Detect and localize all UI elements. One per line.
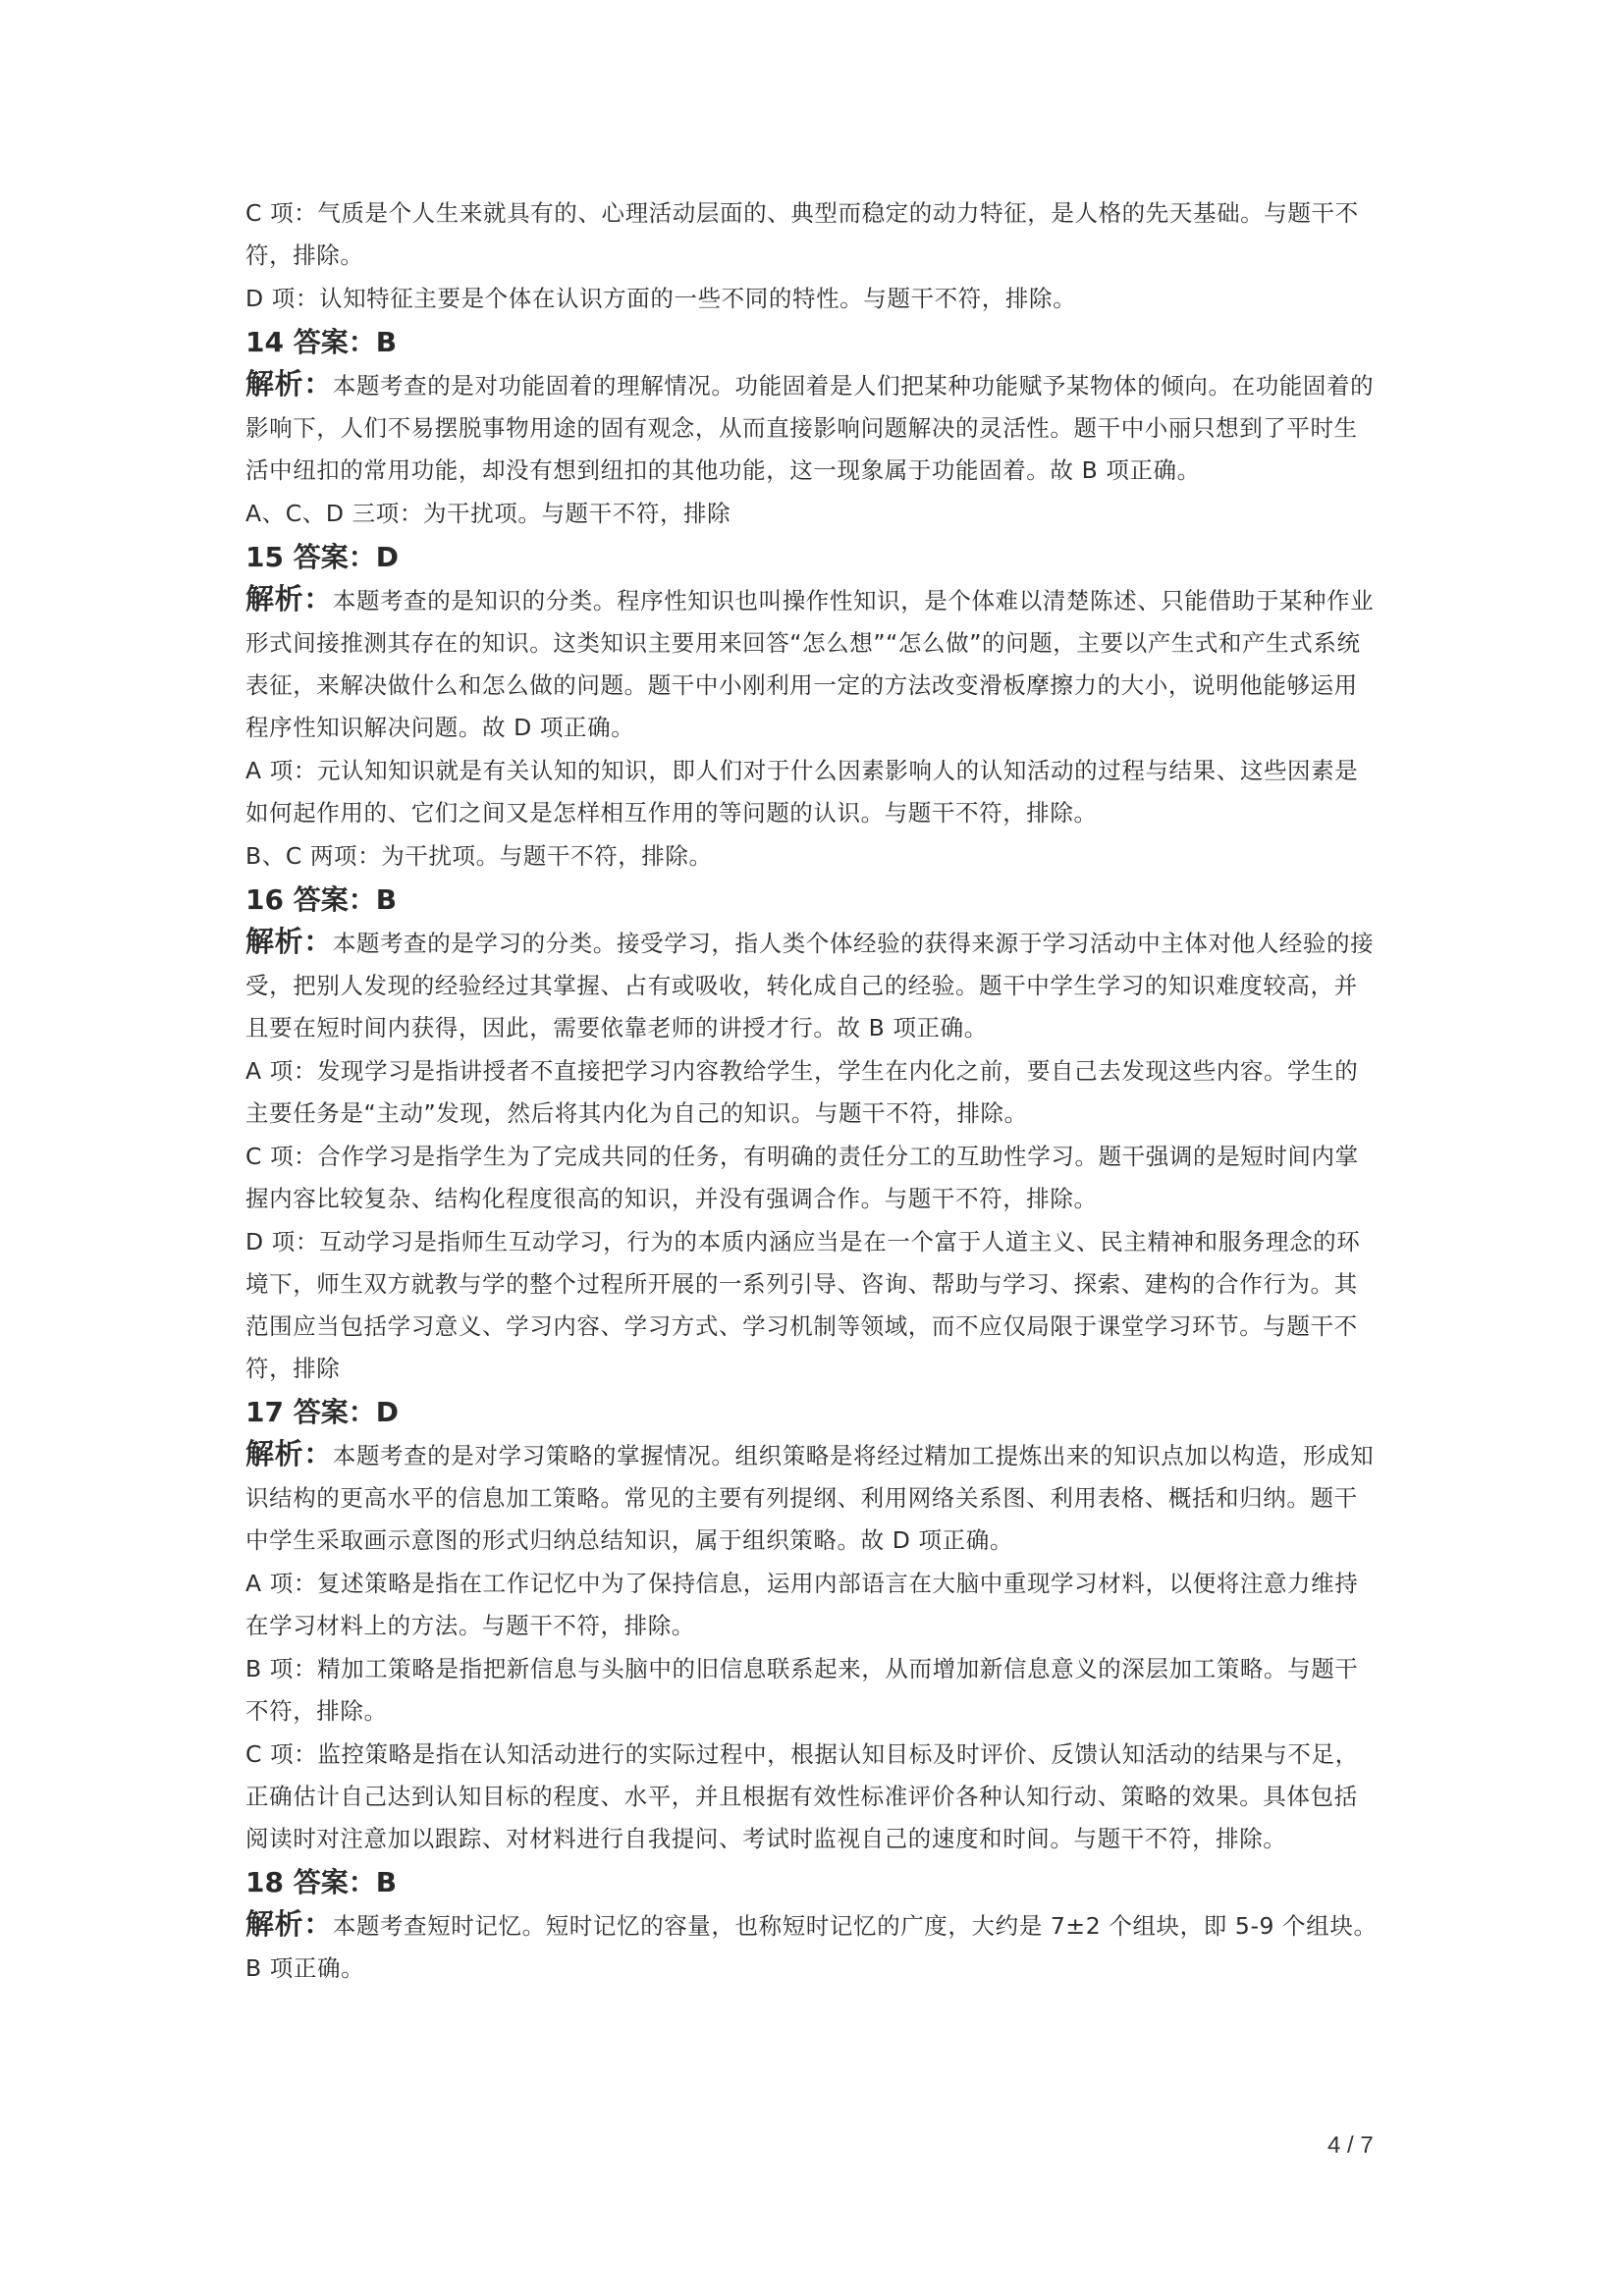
analysis-text: 本题考查短时记忆。短时记忆的容量，也称短时记忆的广度，大约是 7±2 个组块，即 5-9 个组块。B 项正确。 (245, 1912, 1378, 1982)
document-body (245, 192, 1380, 1991)
analysis-text: 本题考查的是知识的分类。程序性知识也叫操作性知识，是个体难以清楚陈述、只能借助于某种作业形式间接推测其存在的知识。这类知识主要用来回答“怎么想”“怎么做”的问题，主要以产生式和产生式系统表征，来解决做什么和怎么做的问题。题干中小刚利用一定的方法改变滑板摩擦力的大小，说明他能够运用程序性知识解决问题。故 D 项正确。 (245, 587, 1375, 741)
analysis-paragraph (245, 578, 1380, 749)
option-analysis: D 项：互动学习是指师生互动学习，行为的本质内涵应当是在一个富于人道主义、民主精神和服务理念的环境下，师生双方就教与学的整个过程所开展的一系列引导、咨询、帮助与学习、探索、建构的合作行为。其范围应当包括学习意义、学习内容、学习方式、学习机制等领域，而不应仅局限于课堂学习环节。与题干不符，排除 (245, 1228, 1361, 1382)
option-analysis: B、C 两项：为干扰项。与题干不符，排除。 (245, 842, 713, 870)
analysis-paragraph (245, 921, 1380, 1049)
analysis-paragraph (245, 1433, 1380, 1562)
analysis-label: 解析： (245, 925, 333, 958)
answer-heading: 18 答案：B (245, 1866, 398, 1898)
option-analysis: A 项：元认知知识就是有关认知的知识，即人们对于什么因素影响人的认知活动的过程与结果、这些因素是如何起作用的、它们之间又是怎样相互作用的等问题的认识。与题干不符，排除。 (245, 757, 1359, 827)
analysis-paragraph (245, 363, 1380, 492)
analysis-paragraph (245, 1903, 1380, 1990)
analysis-text: 本题考查的是对学习策略的掌握情况。组织策略是将经过精加工提炼出来的知识点加以构造，形成知识结构的更高水平的信息加工策略。常见的主要有列提纲、利用网络关系图、利用表格、概括和归纳。题干中学生采取画示意图的形式归纳总结知识，属于组织策略。故 D 项正确。 (245, 1442, 1375, 1554)
answer-heading: 16 答案：B (245, 883, 398, 916)
analysis-label: 解析： (245, 1437, 333, 1470)
analysis-text: 本题考查的是对功能固着的理解情况。功能固着是人们把某种功能赋予某物体的倾向。在功能固着的影响下，人们不易摆脱事物用途的固有观念，从而直接影响问题解决的灵活性。题干中小丽只想到了平时生活中纽扣的常用功能，却没有想到纽扣的其他功能，这一现象属于功能固着。故 B 项正确。 (245, 372, 1375, 484)
option-analysis: A 项：复述策略是指在工作记忆中为了保持信息，运用内部语言在大脑中重现学习材料，以便将注意力维持在学习材料上的方法。与题干不符，排除。 (245, 1570, 1359, 1639)
option-analysis: C 项：合作学习是指学生为了完成共同的任务，有明确的责任分工的互助性学习。题干强调的是短时间内掌握内容比较复杂、结构化程度很高的知识，并没有强调合作。与题干不符，排除。 (245, 1143, 1359, 1212)
page-number: 4 / 7 (1327, 2132, 1374, 2159)
answer-heading: 15 答案：D (245, 541, 399, 573)
analysis-label: 解析： (245, 367, 333, 400)
option-analysis: D 项：认知特征主要是个体在认识方面的一些不同的特性。与题干不符，排除。 (245, 285, 1077, 312)
option-analysis: B 项：精加工策略是指把新信息与头脑中的旧信息联系起来，从而增加新信息意义的深层加工策略。与题干不符，排除。 (245, 1655, 1359, 1725)
analysis-text: 本题考查的是学习的分类。接受学习，指人类个体经验的获得来源于学习活动中主体对他人经验的接受，把别人发现的经验经过其掌握、占有或吸收，转化成自己的经验。题干中学生学习的知识难度较高，并且要在短时间内获得，因此，需要依靠老师的讲授才行。故 B 项正确。 (245, 930, 1375, 1041)
analysis-label: 解析： (245, 582, 333, 615)
option-analysis: A 项：发现学习是指讲授者不直接把学习内容教给学生，学生在内化之前，要自己去发现这些内容。学生的主要任务是“主动”发现，然后将其内化为自己的知识。与题干不符，排除。 (245, 1057, 1359, 1127)
option-analysis: C 项：气质是个人生来就具有的、心理活动层面的、典型而稳定的动力特征，是人格的先天基础。与题干不符，排除。 (245, 199, 1359, 269)
analysis-label: 解析： (245, 1907, 333, 1941)
option-analysis: A、C、D 三项：为干扰项。与题干不符，排除 (245, 500, 731, 527)
answer-heading: 17 答案：D (245, 1396, 399, 1428)
option-analysis: C 项：监控策略是指在认知活动进行的实际过程中，根据认知目标及时评价、反馈认知活动的结果与不足，正确估计自己达到认知目标的程度、水平，并且根据有效性标准评价各种认知行动、策略的效果。具体包括阅读时对注意加以跟踪、对材料进行自我提问、考试时监视自己的速度和时间。与题干不符，排除。 (245, 1740, 1359, 1852)
answer-heading: 14 答案：B (245, 326, 398, 358)
